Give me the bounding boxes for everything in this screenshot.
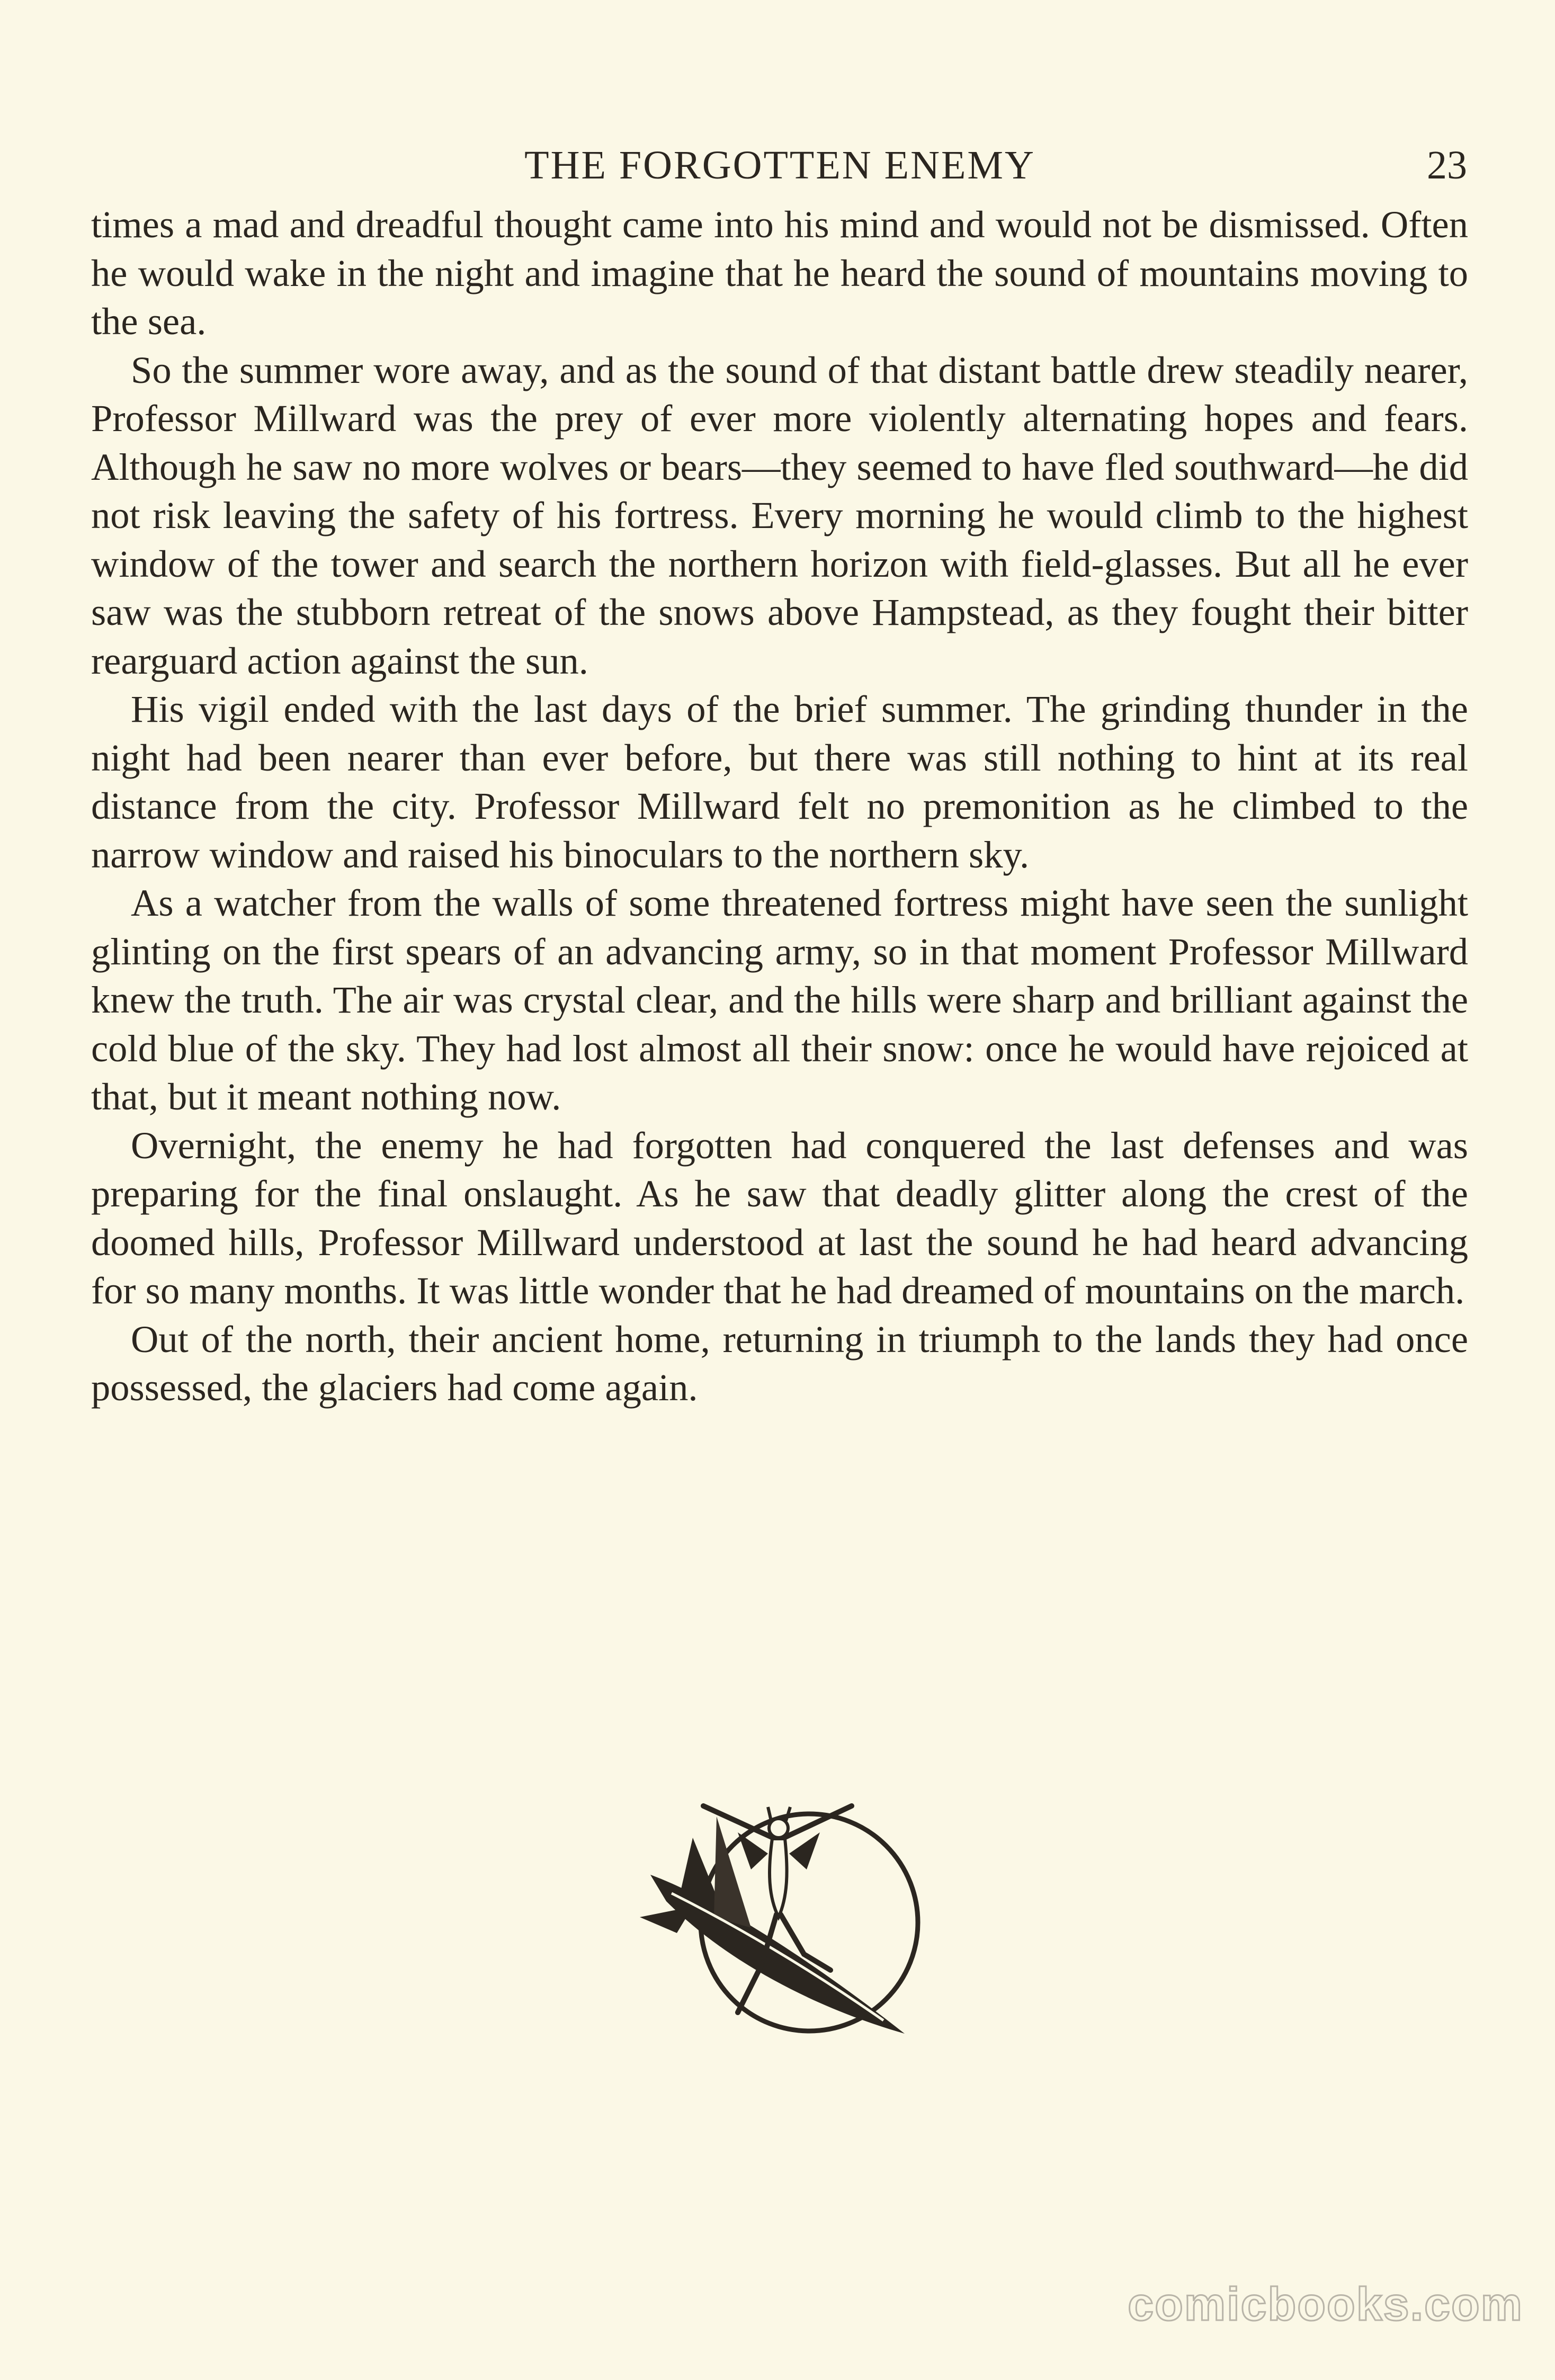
winged-figure-rocket-emblem-icon xyxy=(629,1795,936,2050)
paragraph-6: Out of the north, their ancient home, returning in triumph to the lands they had once possessed, the glaciers had come again. xyxy=(91,1317,1468,1409)
body-text xyxy=(91,200,1468,1412)
paragraph-1: times a mad and dreadful thought came into his mind and would not be dismissed. Often he would wake in the night and imagine that he heard the sound of mountains moving to the sea. xyxy=(91,203,1468,343)
paragraph-3: His vigil ended with the last days of the brief summer. The grinding thunder in the night had been nearer than ever before, but there was still nothing to hint at its real distance from the city. Professor Millward felt no premonition as he climbed to the narrow window and raised his binoculars to the northern sky. xyxy=(91,687,1468,876)
page-header xyxy=(93,139,1467,192)
running-head: THE FORGOTTEN ENEMY xyxy=(524,143,1035,187)
page-number: 23 xyxy=(1427,143,1467,187)
paragraph-5: Overnight, the enemy he had forgotten had conquered the last defenses and was preparing for the final onslaught. As he saw that deadly glitter along the crest of the doomed hills, Professor Millward understood at last the sound he had heard advancing for so many months. It was little wonder that he had dreamed of mountains on the march. xyxy=(91,1123,1468,1312)
watermark: comicbooks.com xyxy=(1128,2278,1523,2330)
paragraph-4: As a watcher from the walls of some threatened fortress might have seen the sunlight glinting on the first spears of an advancing army, so in that moment Professor Millward knew the truth. The air was crystal clear, and the hills were sharp and brilliant against the cold blue of the sky. They had lost almost all their snow: once he would have rejoiced at that, but it meant nothing now. xyxy=(91,881,1468,1118)
paragraph-2: So the summer wore away, and as the sound of that distant battle drew steadily nearer, Professor Millward was the prey of ever more violently alternating hopes and fears. Although he saw no more wolves or bears—they seemed to have fled southward—he did not risk leaving the safety of his fortress. Every morning he would climb to the highest window of the tower and search the northern horizon with field-glasses. But all he ever saw was the stubborn retreat of the snows above Hampstead, as they fought their bitter rearguard action against the sun. xyxy=(91,348,1468,682)
